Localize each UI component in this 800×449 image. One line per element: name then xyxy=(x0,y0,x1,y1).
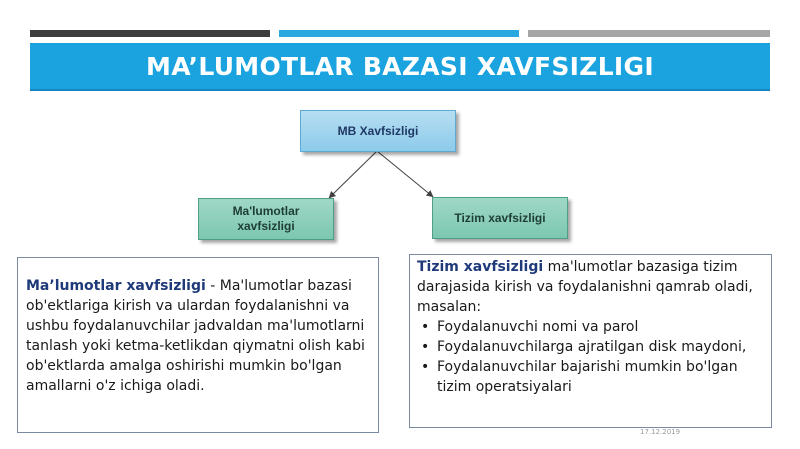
diagram-left-node xyxy=(198,198,334,240)
list-item: • Foydalanuvchilarga ajratilgan disk maydoni, xyxy=(417,337,763,357)
slide-title: MA’LUMOTLAR BAZASI XAVFSIZLIGI xyxy=(30,43,770,91)
system-security-term: Tizim xavfsizligi xyxy=(417,259,544,275)
list-item: • Foydalanuvchilar bajarishi mumkin bo'lgan tizim operatsiyalari xyxy=(417,357,763,397)
data-security-text: - Ma'lumotlar bazasi ob'ektlariga kirish va ulardan foydalanishni va ushbu foydalanuvchilar jadvaldan ma'lumotlarni tanlash yoki ketma-ketlikdan qiymatni olish kabi ob'ektlarda amalga oshirishi mumkin bo'lgan amallarni o'z ichiga oladi. xyxy=(26,278,365,394)
data-security-term: Ma’lumotlar xavfsizligi xyxy=(26,278,206,294)
data-security-description xyxy=(17,257,379,433)
diagram-right-node: Tizim xavfsizligi xyxy=(432,197,568,239)
diagram-root-node: MB Xavfsizligi xyxy=(300,110,456,152)
list-item: • Foydalanuvchi nomi va parol xyxy=(417,317,763,337)
system-security-list xyxy=(417,317,763,397)
system-security-text: ma'lumotlar bazasiga tizim darajasida kirish va foydalanishni qamrab oladi, masalan: xyxy=(417,259,753,315)
system-security-description xyxy=(409,254,772,428)
diagram-left-node-label: Ma'lumotlar xavfsizligi xyxy=(232,204,300,233)
footer-date: 17.12.2019 xyxy=(640,428,681,436)
connector-left xyxy=(330,151,377,197)
connector-right xyxy=(377,151,432,196)
